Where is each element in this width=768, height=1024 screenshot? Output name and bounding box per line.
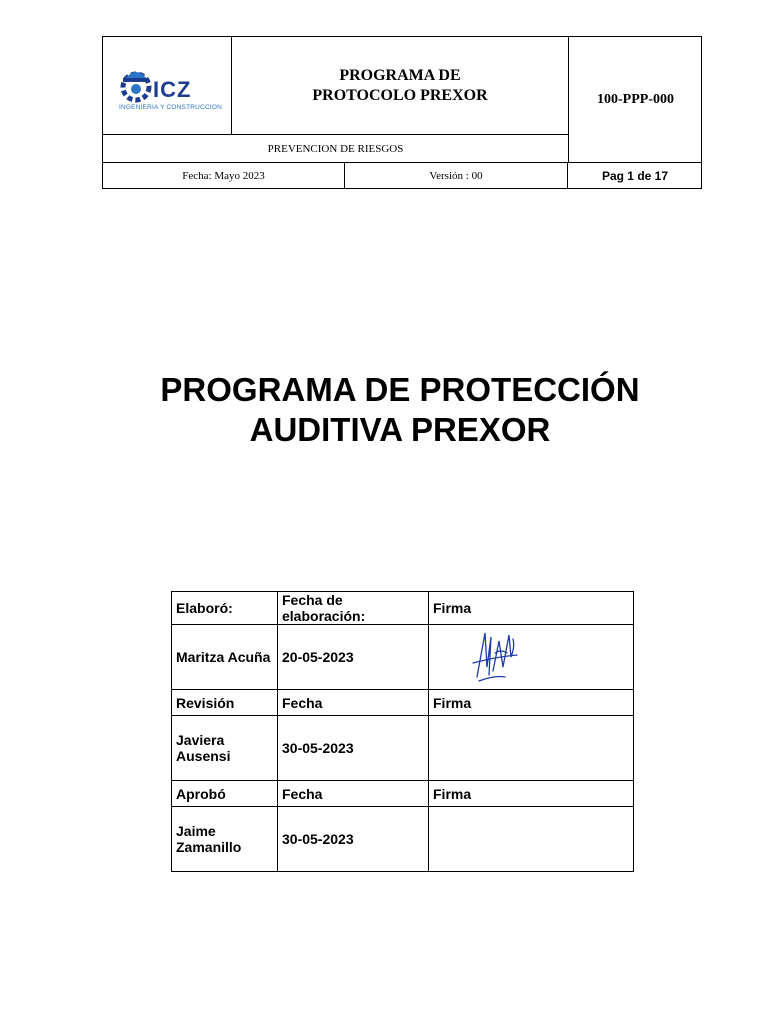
revision-name-line-2: Ausensi [176, 748, 231, 764]
department-label: PREVENCION DE RIESGOS [267, 142, 404, 155]
company-logo [119, 61, 222, 117]
firma-label: Firma [429, 690, 634, 716]
table-row [172, 625, 634, 690]
fecha-elaboracion-label [278, 592, 429, 625]
document-header [102, 36, 702, 189]
table-row [172, 716, 634, 781]
table-row [172, 781, 634, 807]
revision-name-line-1: Javiera [176, 732, 225, 748]
handwritten-signature [465, 627, 525, 687]
approval-table [171, 591, 634, 872]
document-date: Fecha: Mayo 2023 [103, 162, 345, 188]
document-title-line-2: AUDITIVA PREXOR [249, 411, 551, 448]
firma-label: Firma [429, 592, 634, 625]
firma-label: Firma [429, 781, 634, 807]
fecha-elaboracion-line-1: Fecha de [282, 592, 343, 608]
helmet-gear-icon [119, 65, 153, 105]
aprobo-name-line-2: Zamanillo [176, 839, 242, 855]
elaboro-label: Elaboró: [172, 592, 278, 625]
fecha-elaboracion-line-2: elaboración: [282, 608, 366, 624]
revision-label: Revisión [172, 690, 278, 716]
revision-name [172, 716, 278, 781]
document-version: Versión : 00 [345, 162, 568, 188]
document-title-line-1: PROGRAMA DE PROTECCIÓN [160, 371, 640, 408]
revision-date: 30-05-2023 [278, 716, 429, 781]
signature-cell-empty [429, 716, 634, 781]
logo-subtitle: INGENIERIA Y CONSTRUCCION [119, 104, 222, 111]
header-title [232, 37, 568, 135]
logo-text: ICZ [153, 77, 192, 102]
signature-cell [429, 625, 634, 690]
fecha-label: Fecha [278, 690, 429, 716]
page-number: Pag 1 de 17 [568, 162, 702, 188]
aprobo-label: Aprobó [172, 781, 278, 807]
elaboro-name: Maritza Acuña [172, 625, 278, 690]
fecha-label: Fecha [278, 781, 429, 807]
document-title [60, 370, 740, 450]
document-code: 100-PPP-000 [568, 37, 702, 162]
elaboro-date: 20-05-2023 [278, 625, 429, 690]
table-row [172, 592, 634, 625]
logo-cell [103, 37, 232, 135]
table-row [172, 690, 634, 716]
table-row [172, 807, 634, 872]
aprobo-name-line-1: Jaime [176, 823, 216, 839]
header-title-line-1: PROGRAMA DE [339, 66, 461, 84]
header-title-line-2: PROTOCOLO PREXOR [312, 86, 488, 104]
aprobo-date: 30-05-2023 [278, 807, 429, 872]
aprobo-name [172, 807, 278, 872]
signature-cell-empty [429, 807, 634, 872]
